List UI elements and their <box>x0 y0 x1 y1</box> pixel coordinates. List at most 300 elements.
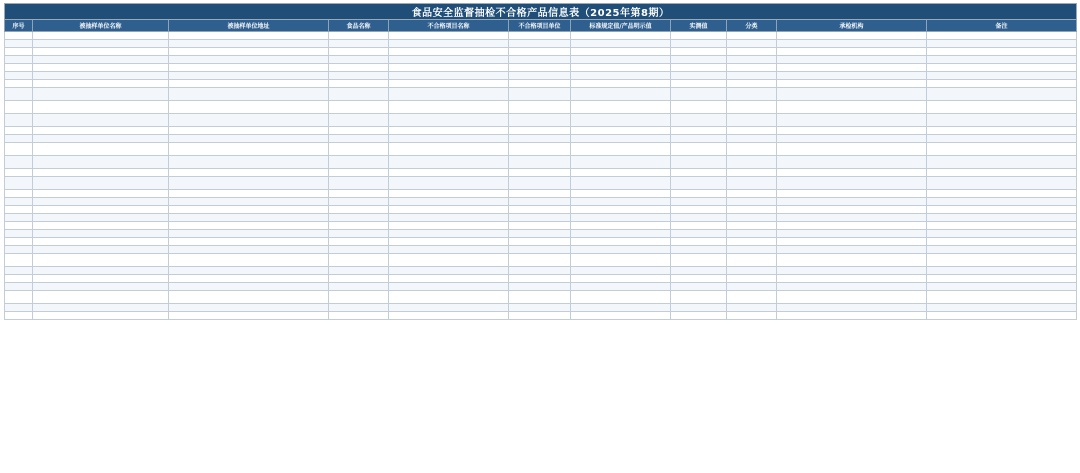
cell-sampled-unit <box>33 304 169 312</box>
inspection-table <box>4 3 1077 320</box>
cell-index <box>5 246 33 254</box>
cell-measured-value <box>671 135 727 143</box>
cell-food-name <box>329 190 389 198</box>
cell-category <box>727 222 777 230</box>
cell-remark <box>927 80 1077 88</box>
table-row <box>5 40 1077 48</box>
cell-index <box>5 304 33 312</box>
table-row <box>5 238 1077 246</box>
cell-sampled-unit <box>33 312 169 320</box>
cell-index <box>5 222 33 230</box>
table-title: 食品安全监督抽检不合格产品信息表（2025年第8期） <box>5 4 1077 20</box>
cell-measured-value <box>671 275 727 283</box>
cell-standard-value <box>571 230 671 238</box>
cell-category <box>727 48 777 56</box>
cell-failed-item <box>389 48 509 56</box>
cell-measured-value <box>671 304 727 312</box>
cell-sampled-unit <box>33 135 169 143</box>
cell-item-unit <box>509 304 571 312</box>
cell-category <box>727 304 777 312</box>
cell-item-unit <box>509 135 571 143</box>
cell-failed-item <box>389 291 509 304</box>
table-row <box>5 222 1077 230</box>
cell-unit-address <box>169 222 329 230</box>
cell-standard-value <box>571 283 671 291</box>
column-header: 分类 <box>727 20 777 32</box>
table-row <box>5 88 1077 101</box>
cell-failed-item <box>389 40 509 48</box>
table-row <box>5 101 1077 114</box>
cell-standard-value <box>571 312 671 320</box>
cell-sampled-unit <box>33 48 169 56</box>
cell-item-unit <box>509 291 571 304</box>
cell-standard-value <box>571 267 671 275</box>
cell-index <box>5 101 33 114</box>
cell-testing-agency <box>777 143 927 156</box>
cell-unit-address <box>169 275 329 283</box>
cell-testing-agency <box>777 40 927 48</box>
cell-index <box>5 48 33 56</box>
cell-failed-item <box>389 304 509 312</box>
cell-index <box>5 156 33 169</box>
cell-failed-item <box>389 283 509 291</box>
cell-testing-agency <box>777 88 927 101</box>
cell-remark <box>927 177 1077 190</box>
table-row <box>5 304 1077 312</box>
cell-food-name <box>329 135 389 143</box>
cell-food-name <box>329 312 389 320</box>
cell-index <box>5 64 33 72</box>
cell-category <box>727 56 777 64</box>
cell-measured-value <box>671 40 727 48</box>
column-header: 被抽样单位地址 <box>169 20 329 32</box>
cell-standard-value <box>571 304 671 312</box>
cell-unit-address <box>169 40 329 48</box>
cell-category <box>727 254 777 267</box>
cell-remark <box>927 135 1077 143</box>
cell-measured-value <box>671 56 727 64</box>
cell-failed-item <box>389 169 509 177</box>
cell-testing-agency <box>777 238 927 246</box>
cell-sampled-unit <box>33 156 169 169</box>
cell-remark <box>927 88 1077 101</box>
cell-standard-value <box>571 206 671 214</box>
cell-item-unit <box>509 312 571 320</box>
cell-unit-address <box>169 88 329 101</box>
cell-food-name <box>329 267 389 275</box>
cell-sampled-unit <box>33 230 169 238</box>
cell-index <box>5 275 33 283</box>
table-row <box>5 32 1077 40</box>
cell-category <box>727 246 777 254</box>
cell-sampled-unit <box>33 56 169 64</box>
cell-category <box>727 190 777 198</box>
cell-food-name <box>329 206 389 214</box>
cell-food-name <box>329 40 389 48</box>
cell-testing-agency <box>777 127 927 135</box>
cell-category <box>727 40 777 48</box>
table-row <box>5 283 1077 291</box>
cell-testing-agency <box>777 222 927 230</box>
title-row <box>5 4 1077 20</box>
cell-failed-item <box>389 312 509 320</box>
cell-category <box>727 32 777 40</box>
cell-sampled-unit <box>33 198 169 206</box>
cell-testing-agency <box>777 206 927 214</box>
cell-index <box>5 198 33 206</box>
cell-measured-value <box>671 254 727 267</box>
cell-testing-agency <box>777 190 927 198</box>
cell-category <box>727 127 777 135</box>
cell-item-unit <box>509 88 571 101</box>
table-row <box>5 64 1077 72</box>
cell-sampled-unit <box>33 40 169 48</box>
cell-failed-item <box>389 88 509 101</box>
cell-category <box>727 114 777 127</box>
cell-measured-value <box>671 312 727 320</box>
cell-index <box>5 135 33 143</box>
table-row <box>5 135 1077 143</box>
cell-food-name <box>329 214 389 222</box>
cell-measured-value <box>671 238 727 246</box>
cell-measured-value <box>671 291 727 304</box>
table-row <box>5 169 1077 177</box>
cell-category <box>727 177 777 190</box>
cell-testing-agency <box>777 80 927 88</box>
cell-measured-value <box>671 206 727 214</box>
cell-food-name <box>329 80 389 88</box>
cell-testing-agency <box>777 64 927 72</box>
cell-remark <box>927 283 1077 291</box>
cell-testing-agency <box>777 246 927 254</box>
cell-sampled-unit <box>33 275 169 283</box>
cell-food-name <box>329 48 389 56</box>
column-header: 被抽样单位名称 <box>33 20 169 32</box>
cell-remark <box>927 230 1077 238</box>
column-header: 承检机构 <box>777 20 927 32</box>
cell-standard-value <box>571 222 671 230</box>
cell-category <box>727 312 777 320</box>
table-row <box>5 230 1077 238</box>
cell-unit-address <box>169 127 329 135</box>
cell-item-unit <box>509 40 571 48</box>
cell-unit-address <box>169 214 329 222</box>
cell-standard-value <box>571 72 671 80</box>
cell-unit-address <box>169 114 329 127</box>
cell-food-name <box>329 238 389 246</box>
cell-testing-agency <box>777 291 927 304</box>
cell-item-unit <box>509 32 571 40</box>
table-row <box>5 156 1077 169</box>
cell-item-unit <box>509 101 571 114</box>
cell-item-unit <box>509 246 571 254</box>
cell-index <box>5 291 33 304</box>
cell-testing-agency <box>777 169 927 177</box>
cell-standard-value <box>571 246 671 254</box>
cell-food-name <box>329 230 389 238</box>
cell-remark <box>927 32 1077 40</box>
cell-failed-item <box>389 80 509 88</box>
cell-standard-value <box>571 114 671 127</box>
cell-remark <box>927 254 1077 267</box>
cell-measured-value <box>671 198 727 206</box>
cell-standard-value <box>571 64 671 72</box>
cell-remark <box>927 169 1077 177</box>
cell-item-unit <box>509 283 571 291</box>
cell-testing-agency <box>777 267 927 275</box>
cell-sampled-unit <box>33 32 169 40</box>
cell-standard-value <box>571 56 671 64</box>
cell-item-unit <box>509 254 571 267</box>
table-row <box>5 143 1077 156</box>
cell-category <box>727 283 777 291</box>
cell-food-name <box>329 169 389 177</box>
cell-failed-item <box>389 214 509 222</box>
cell-sampled-unit <box>33 267 169 275</box>
cell-item-unit <box>509 72 571 80</box>
cell-food-name <box>329 198 389 206</box>
cell-category <box>727 64 777 72</box>
cell-testing-agency <box>777 56 927 64</box>
cell-standard-value <box>571 127 671 135</box>
cell-item-unit <box>509 80 571 88</box>
cell-testing-agency <box>777 135 927 143</box>
cell-failed-item <box>389 177 509 190</box>
cell-index <box>5 88 33 101</box>
cell-testing-agency <box>777 177 927 190</box>
cell-sampled-unit <box>33 283 169 291</box>
cell-category <box>727 101 777 114</box>
cell-sampled-unit <box>33 177 169 190</box>
cell-testing-agency <box>777 230 927 238</box>
cell-testing-agency <box>777 214 927 222</box>
table-row <box>5 56 1077 64</box>
cell-food-name <box>329 283 389 291</box>
cell-remark <box>927 198 1077 206</box>
cell-index <box>5 206 33 214</box>
cell-unit-address <box>169 32 329 40</box>
cell-item-unit <box>509 206 571 214</box>
cell-remark <box>927 40 1077 48</box>
cell-item-unit <box>509 169 571 177</box>
table-row <box>5 254 1077 267</box>
cell-category <box>727 72 777 80</box>
column-header: 食品名称 <box>329 20 389 32</box>
cell-item-unit <box>509 230 571 238</box>
cell-measured-value <box>671 143 727 156</box>
cell-index <box>5 114 33 127</box>
cell-unit-address <box>169 80 329 88</box>
column-header: 不合格项目单位 <box>509 20 571 32</box>
cell-sampled-unit <box>33 238 169 246</box>
cell-measured-value <box>671 169 727 177</box>
cell-failed-item <box>389 32 509 40</box>
cell-item-unit <box>509 177 571 190</box>
cell-standard-value <box>571 135 671 143</box>
cell-standard-value <box>571 48 671 56</box>
cell-item-unit <box>509 190 571 198</box>
cell-unit-address <box>169 143 329 156</box>
cell-sampled-unit <box>33 114 169 127</box>
cell-item-unit <box>509 214 571 222</box>
table-row <box>5 48 1077 56</box>
cell-unit-address <box>169 230 329 238</box>
cell-food-name <box>329 156 389 169</box>
table-row <box>5 267 1077 275</box>
cell-standard-value <box>571 40 671 48</box>
cell-unit-address <box>169 169 329 177</box>
cell-standard-value <box>571 101 671 114</box>
cell-food-name <box>329 275 389 283</box>
cell-measured-value <box>671 283 727 291</box>
cell-failed-item <box>389 222 509 230</box>
cell-remark <box>927 238 1077 246</box>
cell-failed-item <box>389 246 509 254</box>
cell-sampled-unit <box>33 206 169 214</box>
cell-standard-value <box>571 156 671 169</box>
cell-unit-address <box>169 177 329 190</box>
cell-unit-address <box>169 267 329 275</box>
cell-remark <box>927 275 1077 283</box>
cell-item-unit <box>509 114 571 127</box>
cell-remark <box>927 48 1077 56</box>
table-body <box>5 32 1077 320</box>
cell-category <box>727 275 777 283</box>
cell-standard-value <box>571 88 671 101</box>
cell-unit-address <box>169 198 329 206</box>
cell-category <box>727 230 777 238</box>
cell-food-name <box>329 291 389 304</box>
cell-item-unit <box>509 48 571 56</box>
cell-failed-item <box>389 206 509 214</box>
cell-item-unit <box>509 275 571 283</box>
table-row <box>5 198 1077 206</box>
cell-remark <box>927 312 1077 320</box>
cell-sampled-unit <box>33 101 169 114</box>
cell-standard-value <box>571 143 671 156</box>
table-row <box>5 275 1077 283</box>
cell-unit-address <box>169 283 329 291</box>
cell-unit-address <box>169 156 329 169</box>
cell-measured-value <box>671 214 727 222</box>
cell-remark <box>927 101 1077 114</box>
cell-category <box>727 206 777 214</box>
cell-remark <box>927 304 1077 312</box>
cell-sampled-unit <box>33 246 169 254</box>
cell-failed-item <box>389 156 509 169</box>
cell-remark <box>927 114 1077 127</box>
cell-food-name <box>329 114 389 127</box>
column-header: 实测值 <box>671 20 727 32</box>
cell-index <box>5 56 33 64</box>
cell-failed-item <box>389 127 509 135</box>
cell-food-name <box>329 64 389 72</box>
cell-testing-agency <box>777 72 927 80</box>
cell-sampled-unit <box>33 214 169 222</box>
cell-testing-agency <box>777 275 927 283</box>
cell-index <box>5 32 33 40</box>
cell-item-unit <box>509 156 571 169</box>
cell-food-name <box>329 72 389 80</box>
cell-food-name <box>329 254 389 267</box>
table-row <box>5 291 1077 304</box>
table-row <box>5 206 1077 214</box>
cell-measured-value <box>671 222 727 230</box>
cell-remark <box>927 56 1077 64</box>
cell-standard-value <box>571 80 671 88</box>
cell-category <box>727 267 777 275</box>
cell-category <box>727 169 777 177</box>
cell-measured-value <box>671 48 727 56</box>
cell-remark <box>927 267 1077 275</box>
cell-failed-item <box>389 143 509 156</box>
cell-unit-address <box>169 246 329 254</box>
cell-failed-item <box>389 198 509 206</box>
column-header: 序号 <box>5 20 33 32</box>
cell-testing-agency <box>777 312 927 320</box>
cell-standard-value <box>571 169 671 177</box>
cell-food-name <box>329 127 389 135</box>
cell-testing-agency <box>777 32 927 40</box>
cell-measured-value <box>671 156 727 169</box>
cell-unit-address <box>169 238 329 246</box>
cell-remark <box>927 190 1077 198</box>
cell-failed-item <box>389 56 509 64</box>
cell-failed-item <box>389 267 509 275</box>
cell-measured-value <box>671 101 727 114</box>
cell-unit-address <box>169 101 329 114</box>
cell-sampled-unit <box>33 72 169 80</box>
cell-unit-address <box>169 72 329 80</box>
table-row <box>5 177 1077 190</box>
column-header: 不合格项目名称 <box>389 20 509 32</box>
table-row <box>5 190 1077 198</box>
cell-measured-value <box>671 267 727 275</box>
cell-measured-value <box>671 127 727 135</box>
cell-failed-item <box>389 64 509 72</box>
cell-index <box>5 40 33 48</box>
cell-testing-agency <box>777 198 927 206</box>
table-row <box>5 127 1077 135</box>
cell-remark <box>927 246 1077 254</box>
table-row <box>5 80 1077 88</box>
cell-measured-value <box>671 114 727 127</box>
cell-standard-value <box>571 254 671 267</box>
cell-sampled-unit <box>33 190 169 198</box>
cell-index <box>5 238 33 246</box>
cell-remark <box>927 156 1077 169</box>
cell-unit-address <box>169 135 329 143</box>
cell-unit-address <box>169 64 329 72</box>
cell-failed-item <box>389 101 509 114</box>
cell-sampled-unit <box>33 143 169 156</box>
cell-measured-value <box>671 72 727 80</box>
cell-testing-agency <box>777 156 927 169</box>
cell-remark <box>927 143 1077 156</box>
cell-sampled-unit <box>33 127 169 135</box>
cell-food-name <box>329 101 389 114</box>
cell-food-name <box>329 143 389 156</box>
cell-index <box>5 143 33 156</box>
cell-unit-address <box>169 56 329 64</box>
cell-unit-address <box>169 206 329 214</box>
cell-category <box>727 291 777 304</box>
cell-testing-agency <box>777 48 927 56</box>
cell-measured-value <box>671 230 727 238</box>
cell-testing-agency <box>777 101 927 114</box>
cell-remark <box>927 206 1077 214</box>
cell-remark <box>927 64 1077 72</box>
